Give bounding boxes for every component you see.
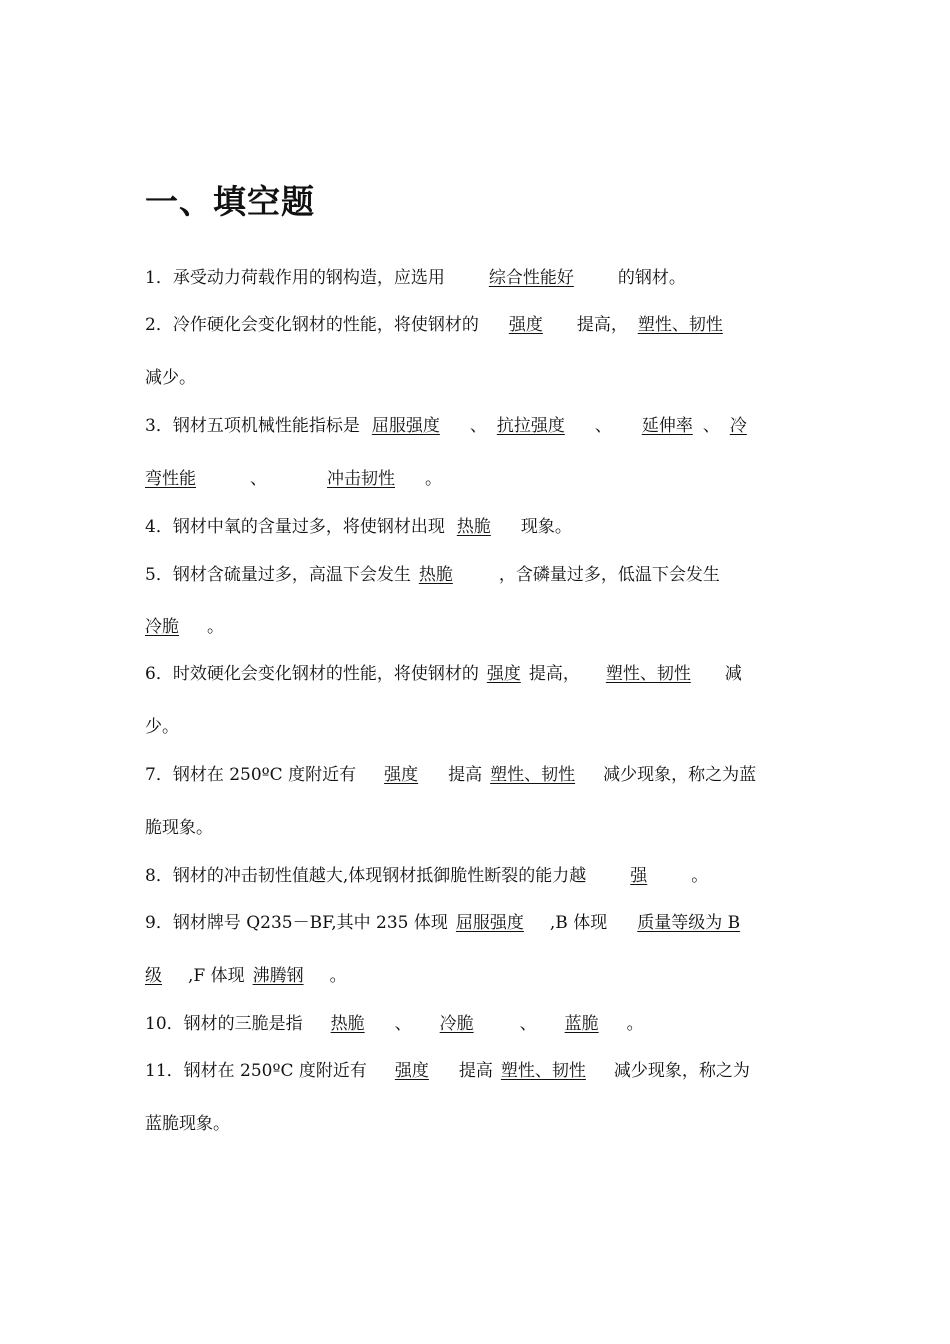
answer-blank: 冷脆 bbox=[145, 617, 179, 637]
answer-blank: 级 bbox=[145, 966, 162, 986]
answer-blank: 强度 bbox=[508, 315, 543, 335]
question-3-cont: 弯性能 、 冲击韧性 。 bbox=[145, 469, 442, 489]
question-10: 10．钢材的三脆是指 热脆 、 冷脆 、 蓝脆 。 bbox=[145, 1014, 644, 1034]
question-6: 6．时效硬化会变化钢材的性能，将使钢材的 强度 提高， 塑性、韧性 减 bbox=[145, 664, 742, 684]
question-8: 8．钢材的冲击韧性值越大,体现钢材抵御脆性断裂的能力越 强 。 bbox=[145, 866, 709, 886]
question-9-cont: 级 ,F 体现 沸腾钢 。 bbox=[145, 966, 347, 986]
question-2-cont: 减少。 bbox=[145, 368, 196, 388]
answer-blank: 热脆 bbox=[456, 517, 491, 537]
question-5: 5．钢材含硫量过多，高温下会发生 热脆 ，含磷量过多，低温下会发生 bbox=[145, 563, 815, 587]
question-2: 2．冷作硬化会变化钢材的性能，将使钢材的 强度 提高， 塑性、韧性 bbox=[145, 313, 815, 337]
answer-blank: 冷 bbox=[729, 416, 747, 436]
question-6-cont: 少。 bbox=[145, 717, 179, 737]
answer-blank: 塑性、韧性 bbox=[490, 765, 576, 785]
answer-blank: 冲击韧性 bbox=[327, 469, 395, 489]
answer-blank: 塑性、韧性 bbox=[500, 1061, 586, 1081]
answer-blank bbox=[720, 565, 728, 585]
question-5-cont: 冷脆 。 bbox=[145, 617, 224, 637]
answer-blank: 强度 bbox=[384, 765, 419, 785]
section-title: 一、填空题 bbox=[145, 182, 315, 221]
question-7: 7．钢材在 250ºC 度附近有 强度 提高 塑性、韧性 减少现象，称之为蓝 bbox=[145, 765, 757, 785]
answer-blank: 塑性、韧性 bbox=[637, 315, 723, 335]
answer-blank: 蓝脆 bbox=[564, 1014, 599, 1034]
question-11: 11．钢材在 250ºC 度附近有 强度 提高 塑性、韧性 减少现象，称之为 bbox=[145, 1061, 750, 1081]
answer-blank: 抗拉强度 bbox=[496, 416, 565, 436]
answer-blank: 综合性能好 bbox=[488, 268, 574, 288]
question-1: 1．承受动力荷载作用的钢构造，应选用 综合性能好 的钢材。 bbox=[145, 268, 686, 288]
question-9: 9．钢材牌号 Q235－BF,其中 235 体现 屈服强度 ,B 体现 质量等级为 B bbox=[145, 913, 741, 933]
answer-blank: 质量等级为 B bbox=[637, 913, 741, 933]
question-7-cont: 脆现象。 bbox=[145, 818, 213, 838]
question-4: 4．钢材中氧的含量过多，将使钢材出现 热脆 现象。 bbox=[145, 517, 572, 537]
question-11-cont: 蓝脆现象。 bbox=[145, 1114, 230, 1134]
answer-blank: 冷脆 bbox=[439, 1014, 474, 1034]
answer-blank: 屈服强度 bbox=[455, 913, 524, 933]
answer-blank: 塑性、韧性 bbox=[605, 664, 691, 684]
question-3: 3．钢材五项机械性能指标是 屈服强度 、 抗拉强度 、 延伸率 、 冷 bbox=[145, 416, 747, 436]
answer-blank: 强 bbox=[630, 866, 648, 886]
answer-blank: 延伸率 bbox=[641, 416, 693, 436]
answer-blank: 强度 bbox=[394, 1061, 429, 1081]
answer-blank: 弯性能 bbox=[145, 469, 196, 489]
answer-blank: 热脆 bbox=[418, 565, 453, 585]
answer-blank: 沸腾钢 bbox=[252, 966, 304, 986]
answer-blank: 屈服强度 bbox=[371, 416, 440, 436]
answer-blank: 热脆 bbox=[330, 1014, 365, 1034]
answer-blank: 强度 bbox=[486, 664, 521, 684]
